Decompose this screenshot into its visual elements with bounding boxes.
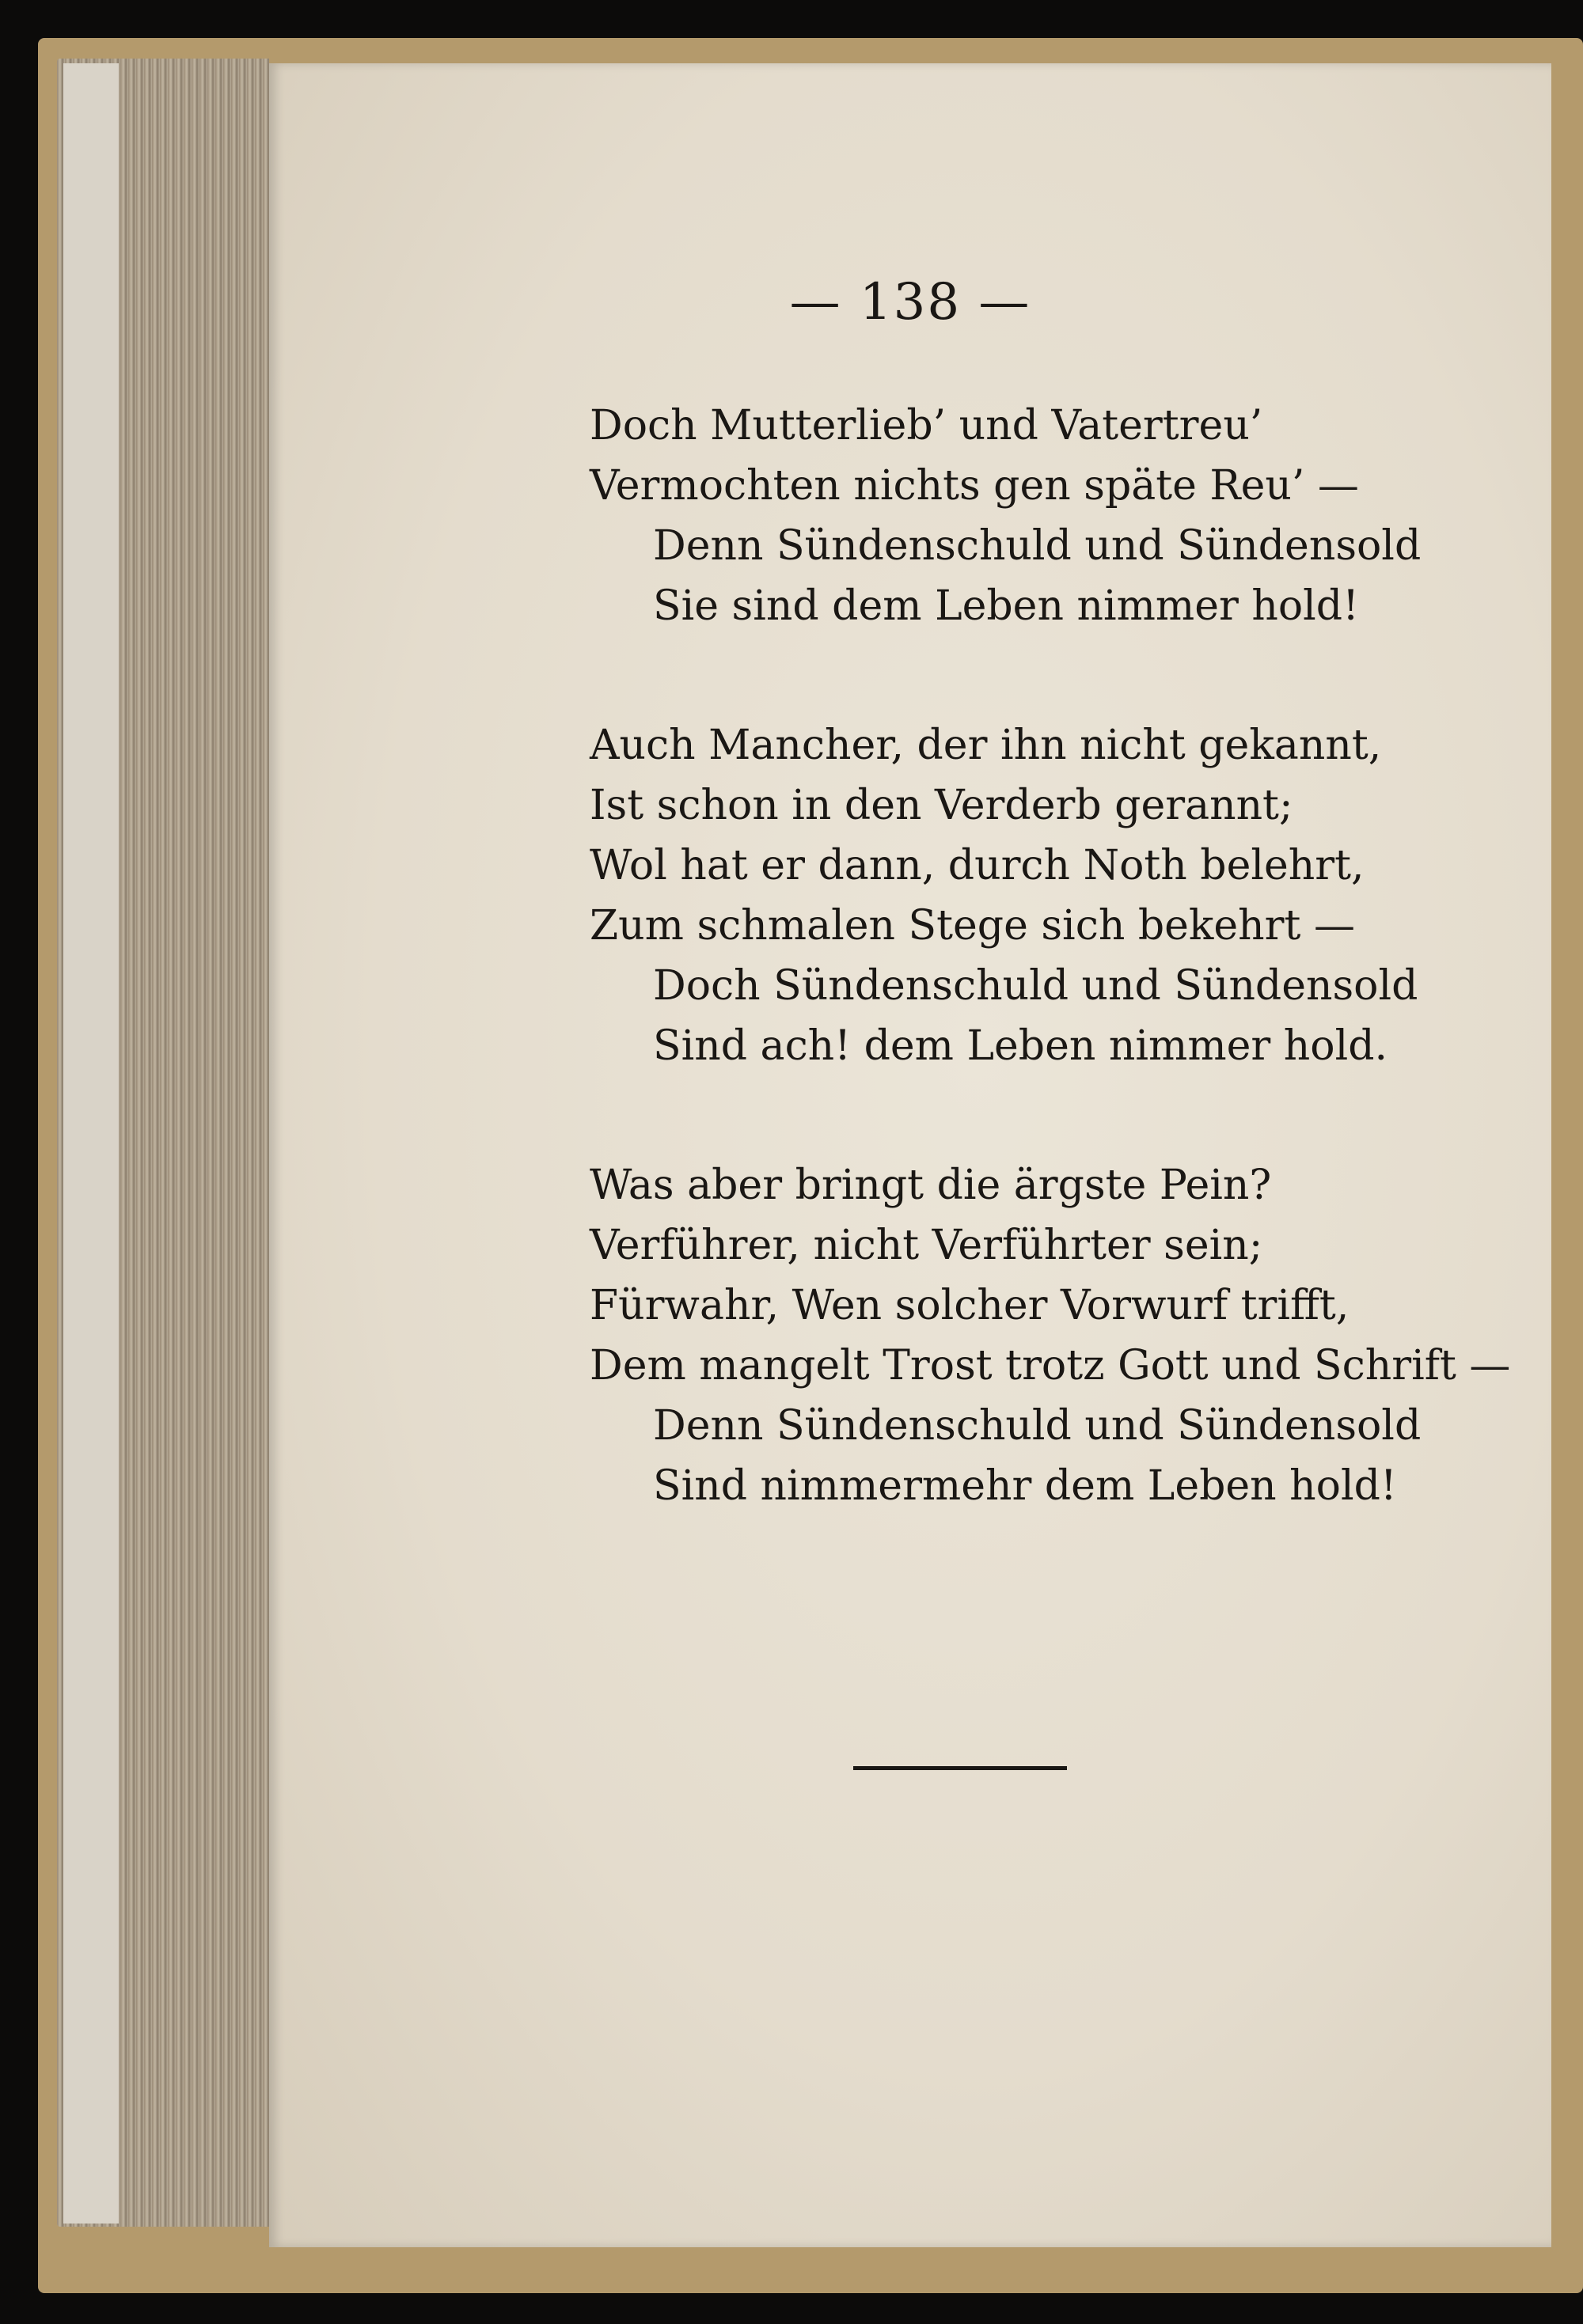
poem-line: Sind nimmermehr dem Leben hold! bbox=[653, 1462, 1397, 1510]
section-divider bbox=[853, 1766, 1067, 1770]
page-number: — 138 — bbox=[789, 273, 1031, 332]
poem-line: Doch Sündenschuld und Sündensold bbox=[653, 962, 1418, 1010]
stanza-3 bbox=[590, 1155, 1524, 1516]
poem-line: Doch Mutterlieb’ und Vatertreu’ bbox=[590, 402, 1263, 449]
poem-line: Denn Sündenschuld und Sündensold bbox=[653, 522, 1422, 570]
poem bbox=[590, 396, 1524, 1595]
poem-line: Verführer, nicht Verführter sein; bbox=[590, 1222, 1263, 1269]
poem-line: Ist schon in den Verderb gerannt; bbox=[590, 782, 1293, 829]
poem-line: Fürwahr, Wen solcher Vorwurf trifft, bbox=[590, 1282, 1350, 1329]
poem-line: Auch Mancher, der ihn nicht gekannt, bbox=[590, 722, 1382, 769]
poem-line: Dem mangelt Trost trotz Gott und Schrift — bbox=[590, 1342, 1511, 1389]
stanza-2 bbox=[590, 715, 1524, 1076]
poem-line: Wol hat er dann, durch Noth belehrt, bbox=[590, 842, 1365, 889]
poem-line: Was aber bringt die ärgste Pein? bbox=[590, 1162, 1272, 1209]
poem-line: Zum schmalen Stege sich bekehrt — bbox=[590, 902, 1355, 950]
stanza-1 bbox=[590, 396, 1524, 636]
poem-line: Vermochten nichts gen späte Reu’ — bbox=[590, 462, 1359, 510]
inner-margin bbox=[63, 63, 119, 2224]
poem-line: Sie sind dem Leben nimmer hold! bbox=[653, 582, 1359, 630]
poem-line: Sind ach! dem Leben nimmer hold. bbox=[653, 1022, 1388, 1070]
poem-line: Denn Sündenschuld und Sündensold bbox=[653, 1402, 1422, 1450]
